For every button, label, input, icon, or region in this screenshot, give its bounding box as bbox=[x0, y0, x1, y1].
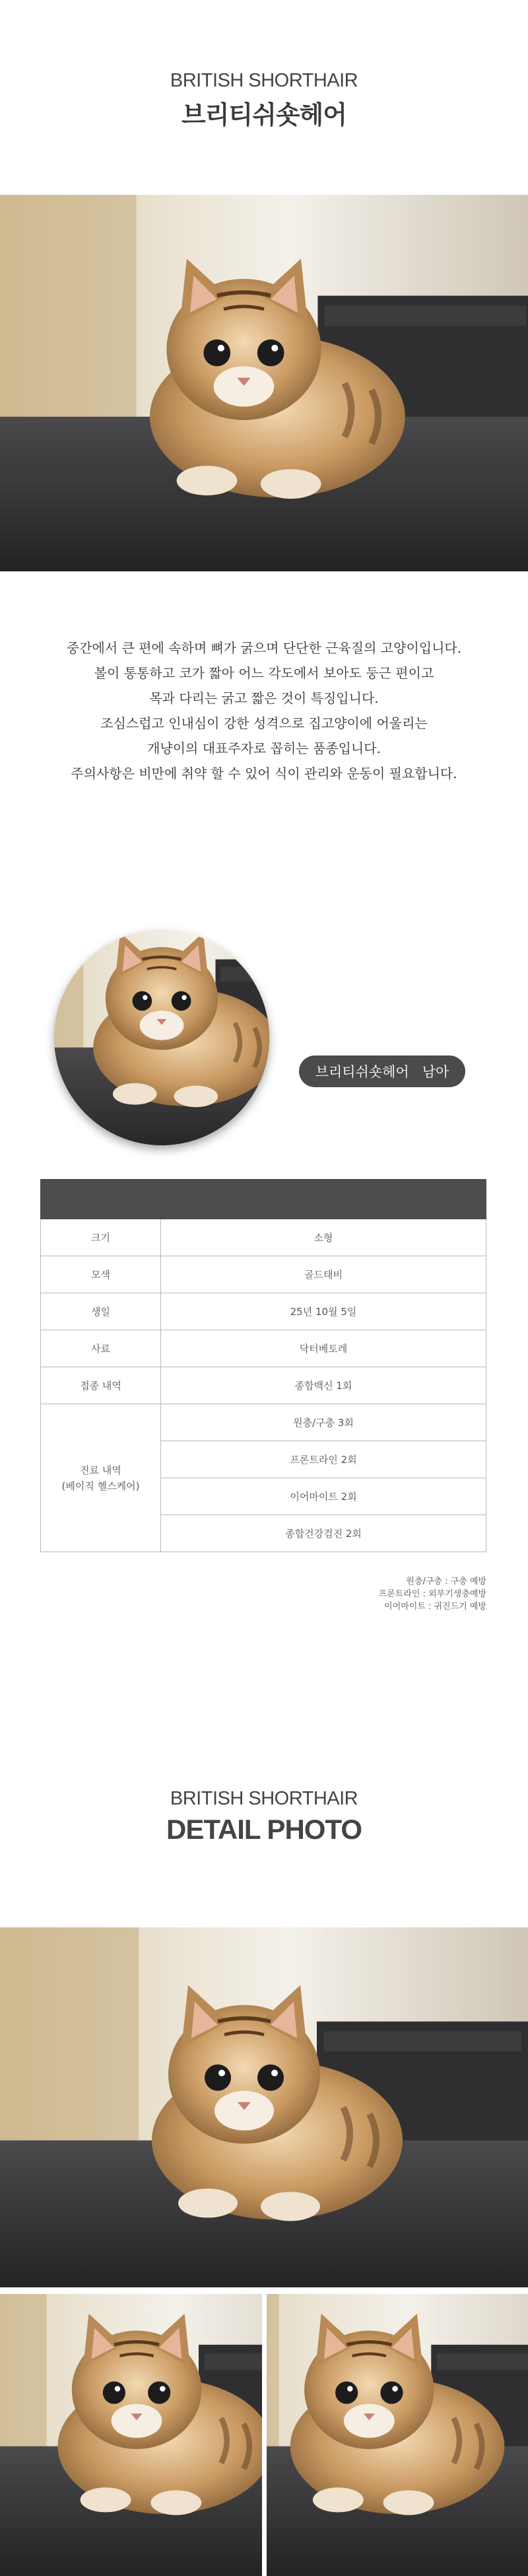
table-row bbox=[41, 1219, 486, 1256]
care-value: 프론트라인 2회 bbox=[161, 1441, 486, 1478]
table-header-cell bbox=[41, 1180, 161, 1219]
detail-photo-large bbox=[0, 1927, 528, 2287]
row-value: 종합백신 1회 bbox=[161, 1367, 486, 1404]
row-label: 사료 bbox=[41, 1330, 161, 1367]
row-label: 크기 bbox=[41, 1219, 161, 1256]
table-row bbox=[41, 1256, 486, 1293]
intro-title: 브리티쉬숏헤어 bbox=[182, 100, 346, 129]
detail-photo-right bbox=[267, 2294, 528, 2576]
description-line: 조심스럽고 인내심이 강한 성격으로 집고양이에 어울리는 bbox=[100, 715, 428, 731]
profile-photo bbox=[54, 930, 269, 1145]
table-header-cell bbox=[161, 1180, 486, 1219]
description-line: 목과 다리는 굵고 짧은 것이 특징입니다. bbox=[149, 690, 379, 706]
row-value: 닥터베토레 bbox=[161, 1330, 486, 1367]
table-row bbox=[41, 1404, 486, 1441]
detail-title: DETAIL PHOTO bbox=[166, 1814, 362, 1845]
description-line: 개냥이의 대표주자로 꼽히는 품종입니다. bbox=[147, 740, 381, 756]
care-note: 프론트라인 : 외부기생충예방 bbox=[378, 1589, 486, 1599]
row-value: 소형 bbox=[161, 1219, 486, 1256]
breed-gender-badge bbox=[299, 1055, 465, 1087]
table-row bbox=[41, 1293, 486, 1330]
care-label bbox=[41, 1404, 161, 1552]
table-header-row bbox=[41, 1180, 486, 1219]
table-row bbox=[41, 1367, 486, 1404]
badge-breed: 브리티쉬숏헤어 bbox=[315, 1064, 409, 1080]
intro-eyebrow: BRITISH SHORTHAIR bbox=[170, 70, 358, 91]
care-note: 이어마이트 : 귀진드기 예방 bbox=[384, 1602, 486, 1612]
row-label: 생일 bbox=[41, 1293, 161, 1330]
info-table bbox=[40, 1179, 486, 1552]
care-label-line: 진료 내역 bbox=[80, 1464, 121, 1476]
detail-photo-left bbox=[0, 2294, 262, 2576]
care-note: 원충/구충 : 구충 예방 bbox=[406, 1577, 486, 1587]
care-label-line: (베이직 헬스케어) bbox=[61, 1480, 140, 1492]
care-value: 종합건강검진 2회 bbox=[161, 1515, 486, 1552]
row-value: 25년 10월 5일 bbox=[161, 1293, 486, 1330]
care-value: 원충/구충 3회 bbox=[161, 1404, 486, 1441]
badge-gender: 남아 bbox=[422, 1064, 449, 1080]
row-value: 골드태비 bbox=[161, 1256, 486, 1293]
detail-eyebrow: BRITISH SHORTHAIR bbox=[170, 1788, 358, 1809]
description-line: 볼이 통통하고 코가 짧아 어느 각도에서 보아도 둥근 편이고 bbox=[94, 665, 434, 681]
breed-description bbox=[0, 635, 528, 786]
care-notes bbox=[264, 1575, 486, 1613]
description-line: 주의사항은 비만에 취약 할 수 있어 식이 관리와 운동이 필요합니다. bbox=[71, 766, 457, 781]
care-value: 이어마이트 2회 bbox=[161, 1478, 486, 1515]
description-line: 중간에서 큰 편에 속하며 뼈가 굵으며 단단한 근육질의 고양이입니다. bbox=[66, 640, 462, 656]
main-kitten-photo bbox=[0, 195, 528, 571]
row-label: 접종 내역 bbox=[41, 1367, 161, 1404]
row-label: 모색 bbox=[41, 1256, 161, 1293]
table-row bbox=[41, 1330, 486, 1367]
